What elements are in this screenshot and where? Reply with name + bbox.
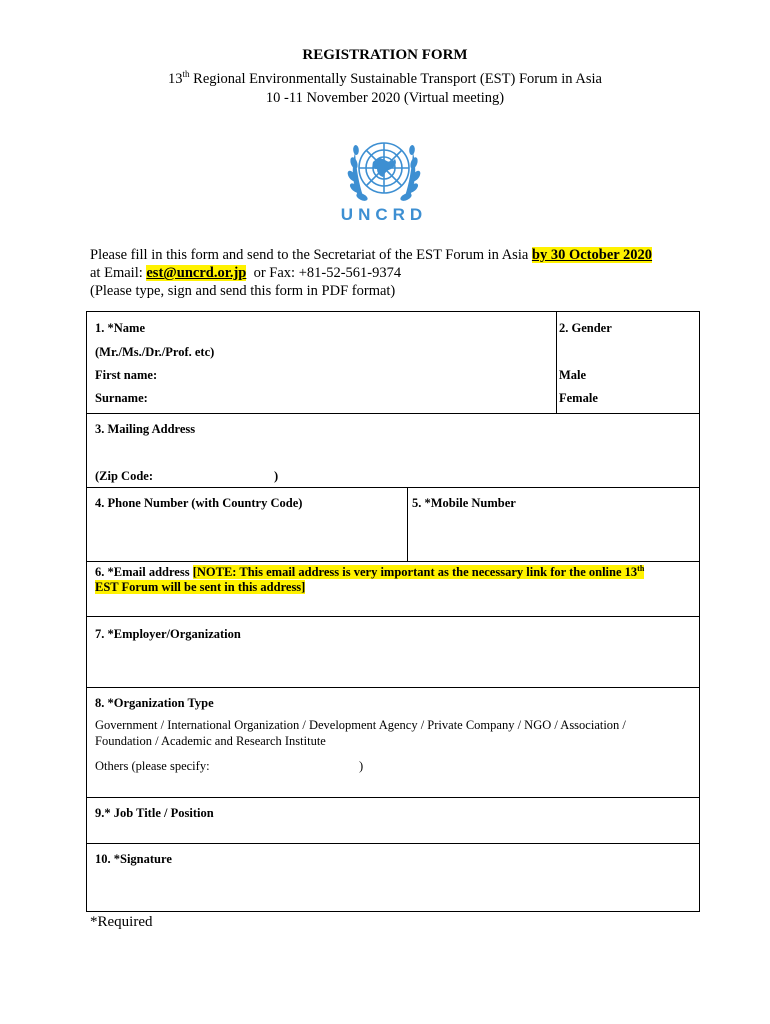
organization-type-field[interactable]: [87, 688, 699, 797]
employer-label: 7. *Employer/Organization: [95, 627, 241, 641]
email-label: 6. *Email address [NOTE: This email address is very important as the necessary link for the online 13th: [95, 564, 645, 580]
deadline-highlight: by 30 October 2020: [531, 247, 653, 263]
signature-label: 10. *Signature: [95, 852, 172, 866]
mobile-number-field[interactable]: [408, 488, 699, 561]
instructions: [90, 246, 710, 300]
instructions-line-2: at Email: est@uncrd.or.jp or Fax: +81-52-561-9374: [90, 265, 402, 281]
first-name-label: First name:: [95, 368, 158, 382]
mobile-number-label: 5. *Mobile Number: [412, 496, 516, 510]
others-specify-close: ): [359, 759, 364, 773]
signature-field[interactable]: [87, 844, 699, 911]
instructions-line-1: Please fill in this form and send to the Secretariat of the EST Forum in Asia by 30 October 2020: [90, 247, 653, 263]
form-title: REGISTRATION FORM: [302, 47, 468, 63]
gender-label: 2. Gender: [559, 321, 612, 335]
email-link[interactable]: est@uncrd.or.jp: [146, 265, 247, 281]
email-note-highlight: [NOTE: This email address is very important as the necessary link for the online 13th: [192, 564, 645, 580]
zip-code-label: (Zip Code:: [95, 469, 153, 483]
zip-code-close: ): [274, 469, 279, 483]
registration-table: [86, 311, 700, 912]
event-date: 10 -11 November 2020 (Virtual meeting): [265, 89, 505, 106]
gender-option-female[interactable]: Female: [559, 391, 598, 405]
gender-option-male[interactable]: Male: [559, 368, 587, 382]
event-title: 13th Regional Environmentally Sustainable Transport (EST) Forum in Asia: [168, 69, 602, 87]
gender-field[interactable]: [557, 312, 699, 413]
instructions-line-3: (Please type, sign and send this form in PDF format): [90, 283, 396, 299]
employer-field[interactable]: [87, 617, 699, 687]
job-title-field[interactable]: [87, 798, 699, 843]
name-titles-hint: (Mr./Ms./Dr./Prof. etc): [95, 345, 215, 359]
form-header: [0, 46, 770, 108]
organization-type-label: 8. *Organization Type: [95, 696, 214, 710]
mailing-address-label: 3. Mailing Address: [95, 422, 196, 436]
name-label: 1. *Name: [95, 321, 145, 335]
required-note: *Required: [90, 914, 153, 930]
email-field[interactable]: [87, 562, 699, 616]
phone-number-field[interactable]: [87, 488, 407, 561]
organization-type-options-line-1: Government / International Organization / Development Agency / Private Company / NGO / Association /: [95, 718, 626, 732]
others-specify-label: Others (please specify:: [95, 759, 210, 773]
uncrd-logo-text: UNCRD: [340, 205, 428, 224]
phone-number-label: 4. Phone Number (with Country Code): [95, 496, 303, 510]
surname-label: Surname:: [95, 391, 148, 405]
email-note-line-2: EST Forum will be sent in this address]: [95, 580, 306, 594]
job-title-label: 9.* Job Title / Position: [95, 806, 214, 820]
mailing-address-field[interactable]: [87, 414, 699, 487]
organization-type-options-line-2: Foundation / Academic and Research Institute: [95, 734, 326, 748]
name-field[interactable]: [87, 312, 556, 413]
